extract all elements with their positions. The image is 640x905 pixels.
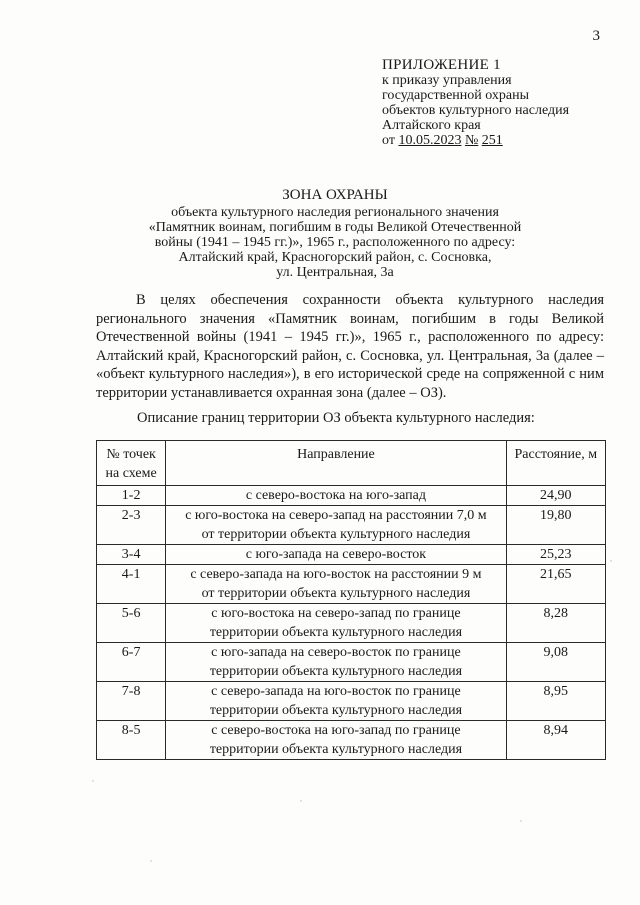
cell-distance: 19,80: [506, 506, 605, 545]
appendix-line: к приказу управления: [382, 73, 512, 88]
scan-speck: [520, 820, 522, 822]
header-point-number: № точек на схеме: [97, 441, 166, 486]
order-date: 10.05.2023: [398, 133, 462, 148]
cell-direction: с юго-востока на северо-запад на расстоянии 7,0 м от территории объекта культурного наследия: [166, 506, 506, 545]
cell-direction: с северо-востока на юго-запад: [166, 486, 506, 506]
table-row: [97, 545, 606, 565]
cell-point: 3-4: [97, 545, 166, 565]
appendix-heading: ПРИЛОЖЕНИЕ 1: [382, 57, 501, 73]
appendix-line: объектов культурного наследия: [382, 103, 570, 118]
order-prefix: от: [382, 133, 395, 148]
cell-distance: 21,65: [506, 565, 605, 604]
title-line: Алтайский край, Красногорский район, с. Сосновка,: [178, 250, 492, 265]
scan-speck: [92, 780, 94, 782]
title-line: войны (1941 – 1945 гг.)», 1965 г., расположенного по адресу:: [154, 235, 516, 250]
cell-distance: 9,08: [506, 643, 605, 682]
cell-distance: 24,90: [506, 486, 605, 506]
cell-point: 1-2: [97, 486, 166, 506]
cell-direction: с юго-запада на северо-восток: [166, 545, 506, 565]
scan-speck: [150, 860, 152, 862]
table-row: [97, 486, 606, 506]
cell-distance: 8,94: [506, 721, 605, 760]
document-title-block: [110, 188, 560, 280]
table-caption: Описание границ территории ОЗ объекта культурного наследия:: [137, 410, 535, 426]
scan-speck: [610, 560, 612, 562]
table-row: [97, 506, 606, 545]
appendix-line: государственной охраны: [382, 88, 530, 103]
table-row: [97, 604, 606, 643]
table-row: [97, 721, 606, 760]
cell-direction: с юго-запада на северо-восток по границе территории объекта культурного наследия: [166, 643, 506, 682]
document-title: ЗОНА ОХРАНЫ: [282, 187, 388, 203]
table-row: [97, 682, 606, 721]
cell-point: 8-5: [97, 721, 166, 760]
page-number: 3: [592, 28, 600, 44]
cell-distance: 8,95: [506, 682, 605, 721]
order-number: 251: [481, 133, 503, 148]
cell-direction: с северо-запада на юго-восток на расстоянии 9 м от территории объекта культурного наследия: [166, 565, 506, 604]
cell-direction: с северо-запада на юго-восток по границе территории объекта культурного наследия: [166, 682, 506, 721]
cell-point: 2-3: [97, 506, 166, 545]
cell-distance: 25,23: [506, 545, 605, 565]
cell-point: 4-1: [97, 565, 166, 604]
cell-distance: 8,28: [506, 604, 605, 643]
title-line: объекта культурного наследия регионального значения: [171, 205, 499, 220]
header-direction: Направление: [166, 441, 506, 486]
body-paragraph: В целях обеспечения сохранности объекта культурного наследия регионального значения «Памятник воинам, погибшим в годы Великой Отечественной войны (1941 – 1945 гг.)», 1965 г., расположенного по адресу: Алтайский край, Красногорский район, с. Сосновка, ул. Центральная, 3а (далее – «объект культурного наследия»), в его исторической среде на сопряженной с ним территории устанавливается охранная зона (далее – ОЗ).: [96, 292, 604, 401]
appendix-line: Алтайского края: [382, 118, 481, 133]
cell-point: 6-7: [97, 643, 166, 682]
table-row: [97, 643, 606, 682]
cell-direction: с юго-востока на северо-запад по границе территории объекта культурного наследия: [166, 604, 506, 643]
cell-point: 7-8: [97, 682, 166, 721]
appendix-block: [382, 58, 569, 148]
order-reference: [382, 133, 569, 148]
boundary-table: [96, 440, 606, 760]
title-line: ул. Центральная, 3а: [276, 265, 394, 280]
table-header-row: [97, 441, 606, 486]
header-distance: Расстояние, м: [506, 441, 605, 486]
scan-speck: [300, 800, 302, 802]
table-row: [97, 565, 606, 604]
order-number-sign: №: [464, 133, 479, 148]
cell-point: 5-6: [97, 604, 166, 643]
cell-direction: с северо-востока на юго-запад по границе территории объекта культурного наследия: [166, 721, 506, 760]
title-line: «Памятник воинам, погибшим в годы Великой Отечественной: [148, 220, 522, 235]
